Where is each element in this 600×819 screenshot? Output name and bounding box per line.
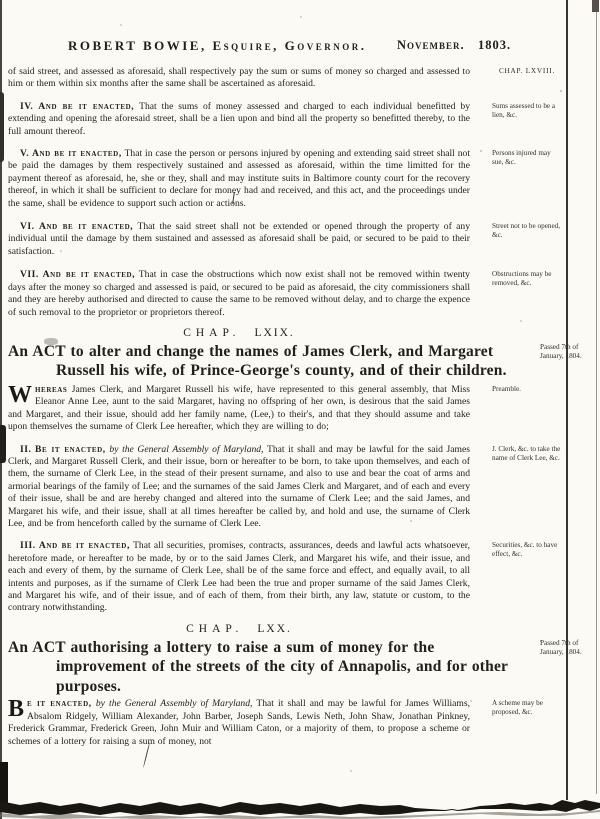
chapter-70-title-row	[8, 638, 592, 697]
paragraph-body: That all securities, promises, contracts, assurances, deeds and lawful acts whatsoever, heretofore made, or hereafter to be made, by or to the said James Clerk, and Margaret his wife, and their issue, and each and every of them, by the surname of Clerk Lee, shall be of the same force and effect, and equally avail, to all intents and purposes, as if the surname of Clerk Lee had been the true and proper surname of the said James Clerk, and Margaret his wife, and of their issue, and of each of them, from their birth, any law, statute or custom, to the contrary notwithstanding.	[8, 540, 470, 614]
paragraph-body: That in case the obstructions which now exist shall not be removed within twenty days after the money so charged and assessed is paid, or secured to be paid as aforesaid, the city commissioners shall and they are hereby authorised and directed to cause the same to be removed without delay, and to charge the expence of such removal to the proprietor or proprietors thereof.	[8, 269, 470, 318]
chapter-heading	[8, 623, 470, 635]
paragraph-body: That the sums of money assessed and charged to each individual benefitted by extending and opening the aforesaid street, shall be a lien upon and bind all the property so benefitted thereby, to the full amount thereof.	[8, 100, 470, 137]
preamble	[8, 381, 592, 434]
section-number: II.	[20, 443, 32, 455]
right-scan-edge	[596, 6, 597, 794]
enacting-clause: And be it enacted,	[42, 269, 136, 281]
governor-name: ROBERT BOWIE, Esquire, Governor.	[68, 38, 367, 53]
enacting-clause: And be it enacted,	[38, 221, 134, 233]
paragraph-body: of said street, and assessed as aforesaid, shall respectively pay the sum or sums of money so charged and assessed to him or them within six months after the same shall be ascertained as aforesaid.	[8, 66, 470, 90]
session-year: 1803.	[478, 38, 512, 52]
chapter-heading	[8, 327, 470, 339]
left-edge-ink-blob	[0, 92, 4, 162]
margin-note-preamble: Preamble.	[492, 384, 521, 393]
paragraph-body: That in case the person or persons injured by opening and extending said street shall not be paid the damages by them respectively sustained and assessed as aforesaid, within the time limitted for the payment thereof as aforesaid, he, she or they, shall and may institute suits in Baltimore county court for the recovery thereof, in which it shall be sufficient to declare for money had and received, and this act, and the proceedings under the same, shall be evidence to support such action or actions.	[8, 148, 470, 209]
paragraph-text	[8, 66, 470, 91]
section-ii	[8, 444, 592, 531]
enacting-clause: e it enacted,	[27, 698, 92, 710]
scan-speckle	[0, 0, 2, 2]
paragraph-body: That it shall and may be lawful for the said James Clerk, and Margaret Russell Clerk, and their issue, born or hereafter to be born, to take upon themselves, and each of them, the surname of Clerk Lee, in the stead of their present surname, and also to use and bear the coat of arms and armorial bearings of the family of Lee; and the surnames of the said James Clerk and Margaret, and of each and every of their issue, shall be and are hereby changed and altered into the surname of Clerk Lee; and the said James, and Margaret his wife, and their issue, shall at all times hereafter be called by, and hold and use, the surname of Clerk Lee, and be from henceforth called by the surname of Clerk Lee.	[8, 443, 470, 529]
margin-note-sec3: Securities, &c. to have effect, &c.	[492, 541, 558, 559]
section-vii	[8, 269, 592, 319]
drop-cap: W	[8, 381, 32, 408]
margin-note-chap68: CHAP. LXVIII.	[498, 67, 556, 75]
margin-note-enact70: A scheme may be proposed, &c.	[492, 699, 543, 717]
margin-note-sec6: Street not to be opened, &c.	[492, 222, 561, 240]
enacting-clause: And be it enacted,	[31, 148, 122, 160]
running-head	[0, 38, 600, 56]
paragraph-text	[8, 148, 470, 210]
enacting-clause: And be it enacted,	[38, 100, 135, 112]
margin-note-sec4: Sums assessed to be a lien, &c.	[492, 101, 556, 119]
chapter-number: LXX.	[257, 622, 292, 635]
section-v	[8, 148, 592, 210]
section-number: VII.	[20, 269, 39, 281]
margin-note-sec7: Obstructions may be removed, &c.	[492, 270, 552, 288]
paragraph-body: That it shall and may be lawful for James Williams, Absalom Ridgely, William Alexander, John Barber, Joseph Sands, Lewis Neth, John Shaw, Jonathan Pinkney, Frederick Grammar, Frederick Green, John Muir and William Caton, or a majority of them, to propose a scheme or schemes of a lottery for raising a sum of money, not	[8, 698, 470, 747]
margin-note-passed-69: Passed 7th of January, 1804.	[540, 342, 582, 360]
paragraph-text	[8, 540, 470, 614]
paragraph-text	[8, 221, 470, 258]
margin-note-sec2: J. Clerk, &c. to take the name of Clerk Lee, &c.	[492, 444, 561, 462]
paragraph-text	[8, 101, 470, 138]
whereas-clause: hereas	[35, 383, 68, 395]
section-iii	[8, 540, 592, 614]
paragraph-body: James Clerk, and Margaret Russell his wife, have represented to this general assembly, that Miss Eleanor Anne Lee, aunt to the said Margaret, having no offspring of her own, is desirous that the said James and Margaret, and their issue, should add her family name, (Lee,) to their's, and that they should assume and take upon themselves the surname of Clerk Lee hereafter, which they are willing to do;	[8, 383, 470, 433]
paragraph-text	[8, 444, 470, 531]
chapter-69-title-row	[8, 342, 592, 381]
corner-scan-mark	[592, 0, 599, 12]
drop-cap: B	[8, 696, 25, 723]
section-number: VI.	[20, 221, 35, 233]
chap68-continuation	[8, 66, 592, 91]
chapter-70-enacting-paragraph	[8, 698, 592, 748]
chapter-69-heading-row	[8, 327, 592, 339]
assembly-reference: by the General Assembly of Maryland,	[109, 443, 264, 455]
bottom-scan-band	[0, 791, 600, 819]
section-vi	[8, 221, 592, 258]
section-number: III.	[20, 540, 36, 552]
section-number: IV.	[20, 100, 34, 112]
act-title: An ACT authorising a lottery to raise a sum of money for the improvement of the streets of the city of Annapolis, and for other purposes.	[8, 638, 508, 695]
assembly-reference: by the General Assembly of Maryland,	[95, 698, 253, 710]
paragraph-text	[8, 381, 470, 434]
margin-note-sec5: Persons injured may sue, &c.	[492, 149, 551, 167]
chapter-label: CHAP.	[183, 326, 241, 339]
paragraph-text	[8, 269, 470, 319]
section-number: V.	[20, 148, 30, 160]
left-edge-ink-blob	[0, 425, 6, 463]
chapter-label: CHAP.	[186, 622, 244, 635]
act-title: An ACT to alter and change the names of James Clerk, and Margaret Russell his wife, of Prince-George's county, and of their children.	[8, 342, 507, 380]
chapter-number: LXIX.	[254, 326, 295, 339]
chapter-70-heading-row	[8, 623, 592, 635]
session-month: November.	[397, 38, 465, 52]
paragraph-text	[8, 698, 470, 748]
section-iv	[8, 101, 592, 138]
margin-note-passed-70: Passed 7th of January, 1804.	[540, 638, 582, 656]
paragraph-body: That the said street shall not be extended or opened through the property of any individual until the damage by them sustained and assessed as aforesaid shall be paid, or secured to be paid to their satisfaction.	[8, 221, 471, 257]
enacting-clause: And be it enacted,	[38, 540, 130, 552]
page-body	[8, 66, 592, 748]
enacting-clause: Be it enacted,	[35, 443, 106, 455]
